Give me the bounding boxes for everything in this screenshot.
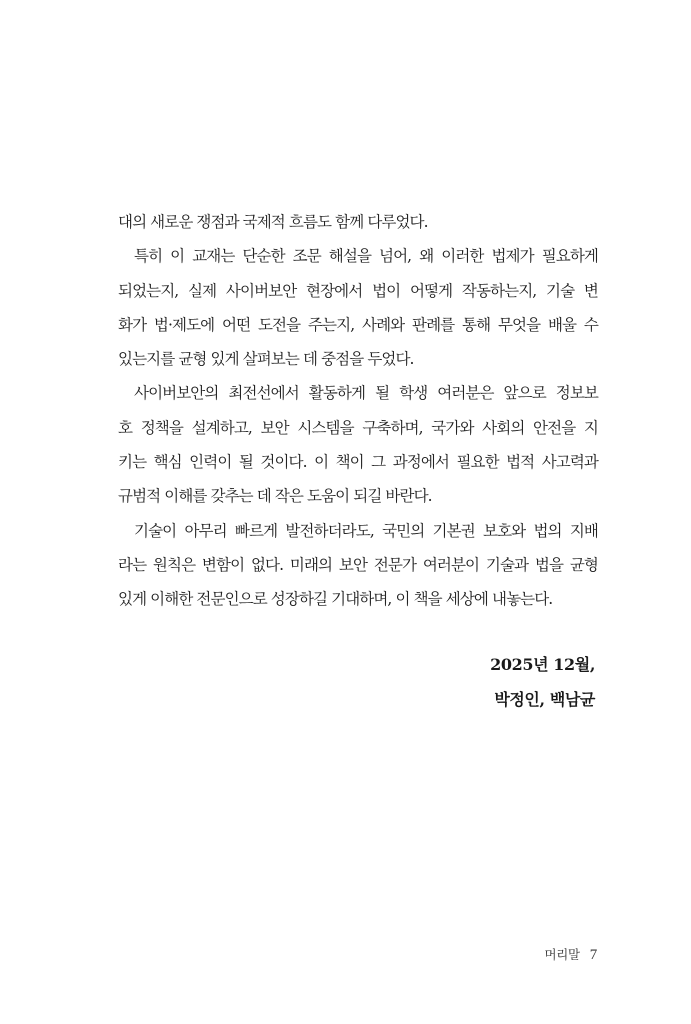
preface-body <box>118 205 598 617</box>
text-line: 사이버보안의 최전선에서 활동하게 될 학생 여러분은 앞으로 정보보 <box>134 384 598 403</box>
text-line: 있게 이해한 전문인으로 성장하길 기대하며, 이 책을 세상에 내놓는다. <box>118 590 553 609</box>
paragraph <box>118 239 598 376</box>
text-line: 대의 새로운 쟁점과 국제적 흐름도 함께 다루었다. <box>118 213 428 231</box>
text-line: 되었는지, 실제 사이버보안 현장에서 법이 어떻게 작동하는지, 기술 변 <box>118 281 598 300</box>
text-line: 특히 이 교재는 단순한 조문 해설을 넘어, 왜 이러한 법제가 필요하게 <box>134 247 598 266</box>
page-number: 7 <box>589 947 597 963</box>
paragraph <box>118 514 598 617</box>
text-line: 호 정책을 설계하고, 보안 시스템을 구축하며, 국가와 사회의 안전을 지 <box>118 418 598 437</box>
paragraph <box>118 376 598 513</box>
text-line: 라는 원칙은 변함이 없다. 미래의 보안 전문가 여러분이 기술과 법을 균형 <box>118 555 598 574</box>
text-line: 기술이 아무리 빠르게 발전하더라도, 국민의 기본권 보호와 법의 지배 <box>134 521 598 540</box>
signature-date: 2025년 12월, <box>490 655 595 674</box>
text-line: 화가 법·제도에 어떤 도전을 주는지, 사례와 판례를 통해 무엇을 배울 수 <box>118 315 598 334</box>
text-line: 규범적 이해를 갖추는 데 작은 도움이 되길 바란다. <box>118 487 432 506</box>
signature-authors: 박정인, 백남균 <box>494 689 595 709</box>
paragraph <box>118 205 598 239</box>
page-footer <box>544 945 597 964</box>
text-line: 있는지를 균형 있게 살펴보는 데 중점을 두었다. <box>118 350 414 369</box>
running-footer-section: 머리말 <box>544 947 580 962</box>
preface-signature <box>490 648 595 717</box>
text-line: 키는 핵심 인력이 될 것이다. 이 책이 그 과정에서 필요한 법적 사고력과 <box>118 453 598 472</box>
